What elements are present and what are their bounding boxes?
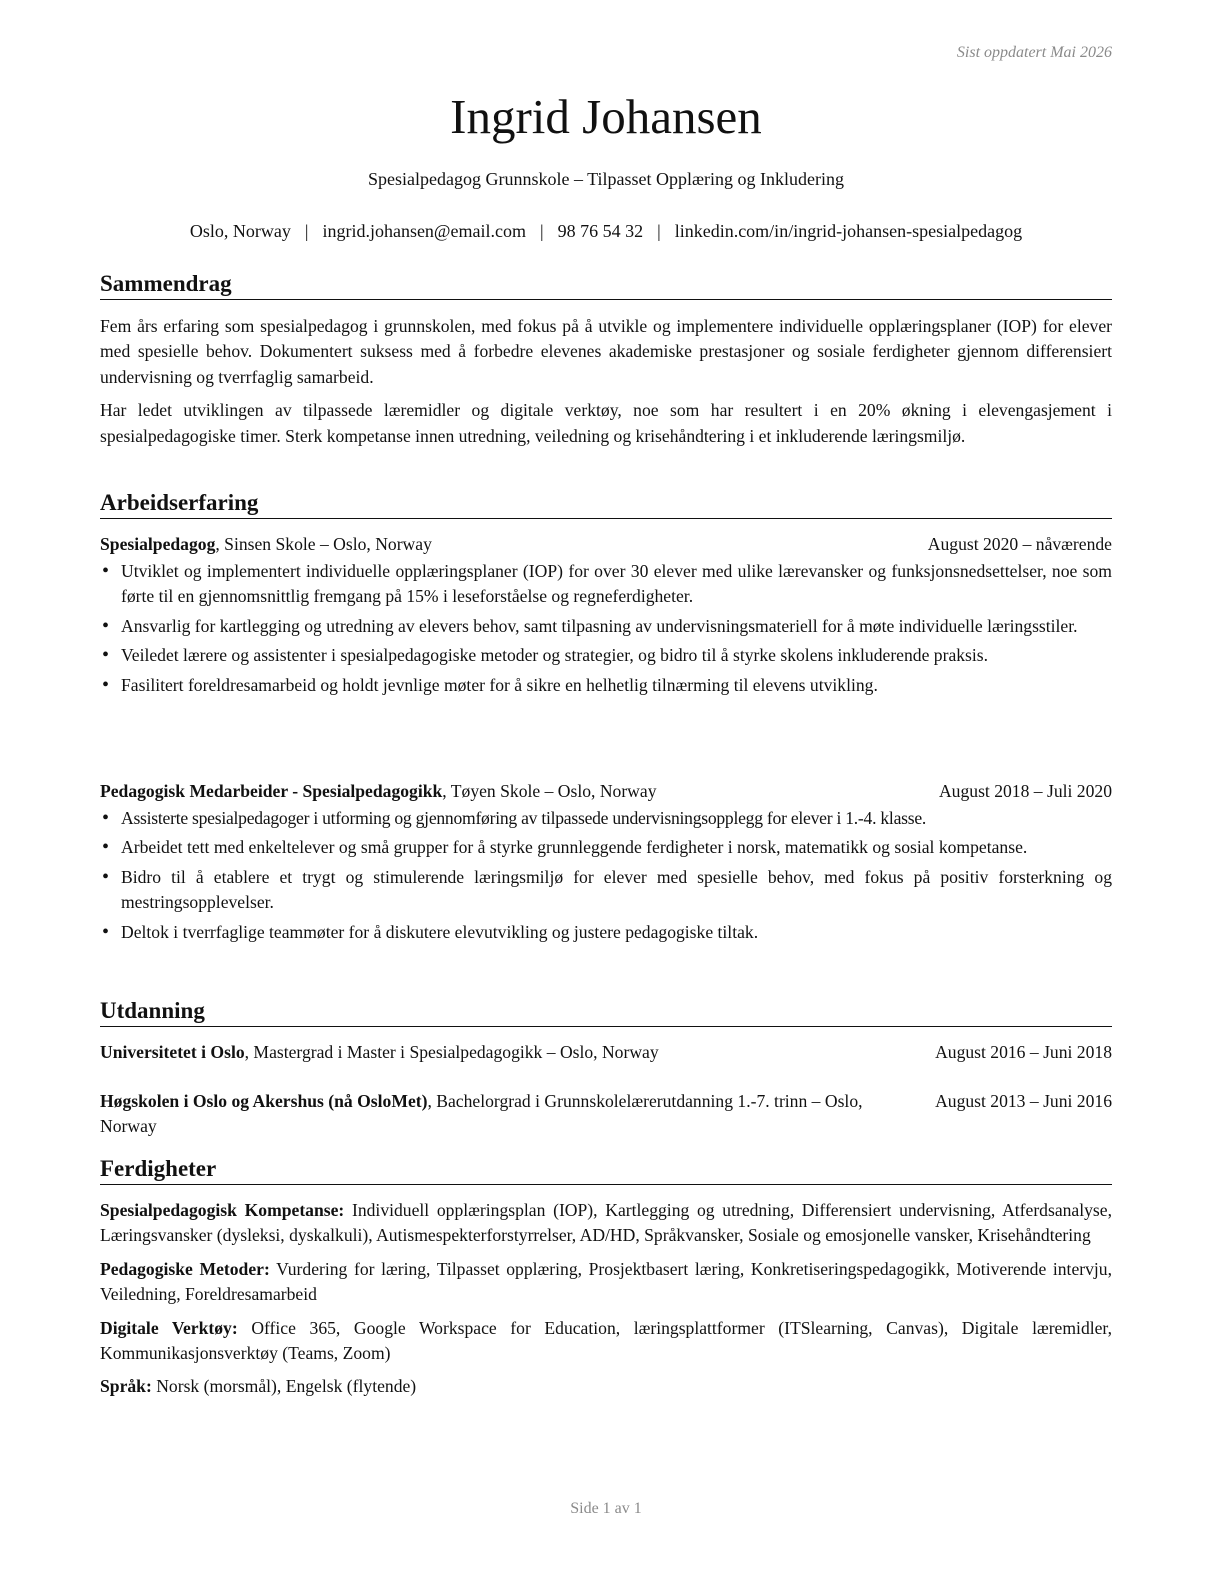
candidate-tagline: Spesialpedagog Grunnskole – Tilpasset Opplæring og Inkludering [368,169,844,189]
job-bullets [100,806,1112,945]
skill-text: Individuell opplæringsplan (IOP), Kartlegging og utredning, Differensiert undervisning, Atferdsanalyse, Læringsvansker (dysleksi, dyskalkuli), Autismespekterforstyrrelser, AD/HD, Språkvansker, Sosiale og emosjonelle vansker, Krisehåndtering [100,1200,1112,1246]
education-entry [100,1040,1112,1065]
contact-phone: 98 76 54 32 [557,221,644,241]
skill-text: Norsk (morsmål), Engelsk (flytende) [151,1376,417,1397]
job-place: , Tøyen Skole – Oslo, Norway [442,781,657,801]
summary-paragraph: Fem års erfaring som spesialpedagog i grunnskolen, med fokus på å utvikle og implementere individuelle opplæringsplaner (IOP) for elever med spesielle behov. Dokumentert suksess med å forbedre elevenes akademiske prestasjoner og sosiale ferdigheter gjennom differensiert undervisning og tverrfaglig samarbeid. [100,316,1112,387]
summary-paragraph: Har ledet utviklingen av tilpassede læremidler og digitale verktøy, noe som har resultert i en 20% økning i elevengasjement i spesialpedagogiske timer. Sterk kompetanse innen utredning, veiledning og krisehåndtering i et inkluderende læringsmiljø. [100,400,1112,446]
skill-group [100,1316,1112,1367]
section-title-experience: Arbeidserfaring [100,489,1112,519]
skill-group [100,1198,1112,1249]
contact-line [100,218,1112,244]
last-updated: Sist oppdatert Mai 2026 [956,44,1112,61]
section-title-skills: Ferdigheter [100,1155,1112,1185]
education-row [100,1089,1112,1140]
page-number: Side 1 av 1 [570,1500,642,1517]
skill-text: Office 365, Google Workspace for Education, læringsplattformer (ITSlearning, Canvas), Digitale læremidler, Kommunikasjonsverktøy (Teams, Zoom) [100,1317,1112,1364]
resume-page [100,0,1112,1584]
job-role: Spesialpedagog [100,534,216,554]
job-entry [100,779,1112,949]
skill-group [100,1257,1112,1308]
section-title-summary: Sammendrag [100,270,1112,300]
education-detail: , Mastergrad i Master i Spesialpedagogikk – Oslo, Norway [244,1042,659,1062]
job-entry [100,532,1112,702]
contact-linkedin[interactable]: linkedin.com/in/ingrid-johansen-spesialpedagog [674,221,1023,241]
skill-text: Vurdering for læring, Tilpasset opplæring, Prosjektbasert læring, Konkretiseringspedagogikk, Motiverende intervju, Veiledning, Foreldresamarbeid [100,1258,1112,1305]
summary-section [100,314,1112,457]
skill-group [100,1374,1112,1399]
education-row [100,1040,1112,1065]
job-header [100,532,1112,557]
job-bullet: • Assisterte spesialpedagoger i utforming og gjennomføring av tilpassede undervisningsopplegg for elever i 1.-4. klasse. [100,806,1112,831]
contact-location: Oslo, Norway [189,221,291,241]
job-bullet: • Ansvarlig for kartlegging og utredning av elevers behov, samt tilpasning av undervisningsmateriell for å møte individuelle læringsstiler. [100,614,1112,639]
skills-section [100,1198,1112,1408]
skill-label: Digitale Verktøy: [100,1317,238,1338]
skill-label: Pedagogiske Metoder: [100,1258,270,1279]
contact-separator: | [304,221,309,241]
job-bullet: • Veiledet lærere og assistenter i spesialpedagogiske metoder og strategier, og bidro til å styrke skolens inkluderende praksis. [100,643,1112,668]
job-dates: August 2018 – Juli 2020 [938,781,1112,801]
job-bullets [100,559,1112,698]
education-school: Universitetet i Oslo [100,1042,245,1062]
education-dates: August 2013 – Juni 2016 [935,1091,1112,1111]
section-title-education: Utdanning [100,997,1112,1027]
job-bullet: • Fasilitert foreldresamarbeid og holdt jevnlige møter for å sikre en helhetlig tilnærming til elevens utvikling. [100,673,1112,698]
education-detail: , Bachelorgrad i Grunnskolelærerutdanning 1.-7. trinn – Oslo, Norway [100,1091,863,1137]
contact-separator: | [539,221,544,241]
job-bullet: • Deltok i tverrfaglige teammøter for å diskutere elevutvikling og justere pedagogiske tiltak. [100,920,1112,945]
education-entry [100,1089,1112,1140]
job-dates: August 2020 – nåværende [927,534,1112,554]
candidate-name: Ingrid Johansen [450,89,762,144]
job-role: Pedagogisk Medarbeider - Spesialpedagogikk [100,781,443,801]
education-dates: August 2016 – Juni 2018 [935,1042,1112,1062]
skill-label: Språk: [100,1376,152,1397]
job-bullet: • Utviklet og implementert individuelle opplæringsplaner (IOP) for over 30 elever med ulike lærevansker og funksjonsnedsettelser, noe som førte til en gjennomsnittlig fremgang på 15% i leseforståelse og regneferdigheter. [100,559,1112,610]
skill-label: Spesialpedagogisk Kompetanse: [100,1200,345,1220]
job-bullet: • Arbeidet tett med enkeltelever og små grupper for å styrke grunnleggende ferdigheter i norsk, matematikk og sosial kompetanse. [100,835,1112,860]
education-school: Høgskolen i Oslo og Akershus (nå OsloMet) [100,1091,428,1111]
contact-separator: | [657,221,661,241]
job-place: , Sinsen Skole – Oslo, Norway [215,534,432,554]
job-bullet: • Bidro til å etablere et trygt og stimulerende læringsmiljø for elever med spesielle behov, med fokus på positiv forsterkning og mestringsopplevelser. [100,865,1112,916]
job-header [100,779,1112,804]
contact-email[interactable]: ingrid.johansen@email.com [322,221,526,241]
